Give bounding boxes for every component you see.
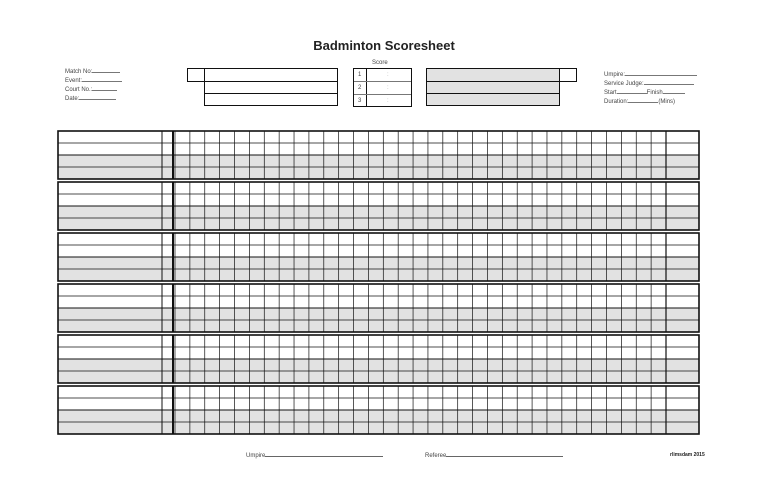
start-finish-field[interactable]: Start Finish [604, 88, 697, 97]
brand-mark: rlimsdam 2015 [670, 452, 705, 458]
duration-field[interactable]: Duration: (Mins) [604, 99, 676, 105]
service-judge-field[interactable]: Service Judge: [604, 79, 697, 88]
footer-umpire-field[interactable]: Umpire [246, 451, 383, 459]
event-field[interactable]: Event: [65, 76, 122, 85]
game-3-separator: : [387, 98, 389, 104]
score-label: Score [372, 60, 388, 66]
page-title: Badminton Scoresheet [313, 38, 455, 53]
game-1-separator: : [387, 72, 389, 78]
game-2-label: 2 [358, 85, 362, 91]
umpire-field[interactable]: Umpire: [604, 70, 697, 79]
game-2-separator: : [387, 85, 389, 91]
date-field[interactable]: Date: [65, 94, 122, 103]
game-3-label: 3 [358, 98, 362, 104]
court-no-field[interactable]: Court No.: [65, 85, 122, 94]
footer-referee-field[interactable]: Referee [425, 451, 563, 459]
game-1-label: 1 [358, 72, 362, 78]
match-no-field[interactable]: Match No: [65, 67, 122, 76]
